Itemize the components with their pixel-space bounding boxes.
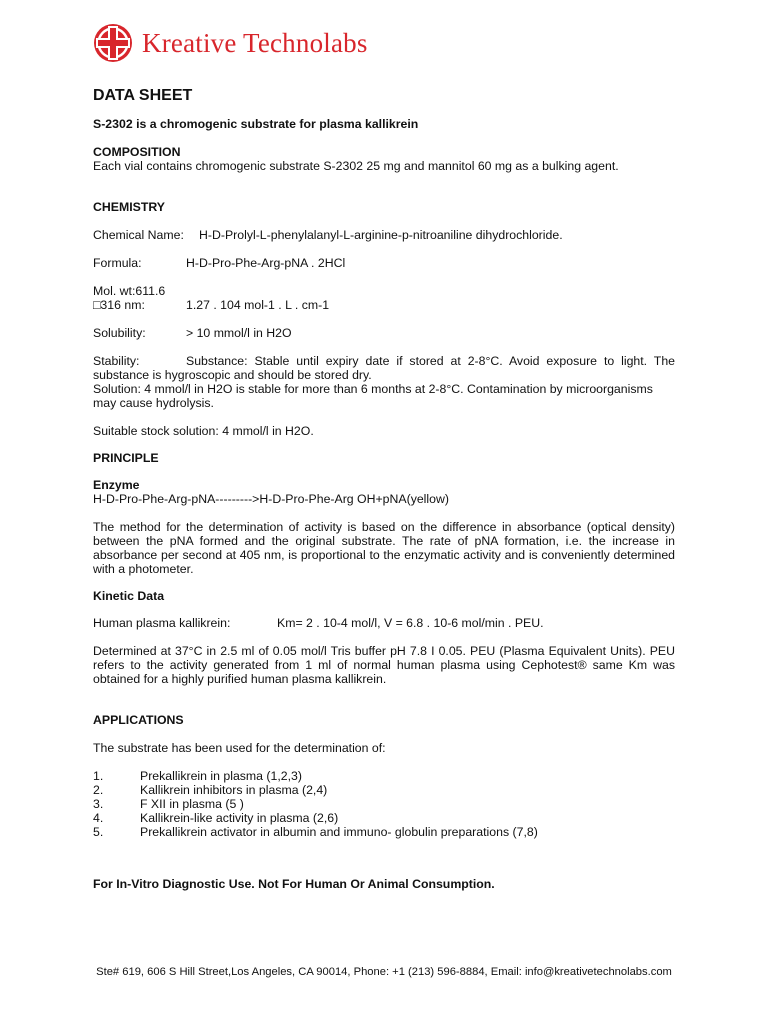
molecular-weight: Mol. wt:611.6 (93, 284, 166, 298)
reaction-equation: H-D-Pro-Phe-Arg-pNA--------->H-D-Pro-Phe-Arg OH+pNA(yellow) (93, 492, 449, 506)
list-item (93, 769, 675, 783)
solution-text: Solution: 4 mmol/l in H2O is stable for more than 6 months at 2-8°C. Contamination by microorganisms (93, 382, 653, 396)
chemical-name-row (93, 228, 675, 242)
company-header (92, 18, 368, 68)
list-item (93, 783, 675, 797)
composition-text: Each vial contains chromogenic substrate S-2302 25 mg and mannitol 60 mg as a bulking agent. (93, 159, 619, 173)
stock-solution: Suitable stock solution: 4 mmol/l in H2O. (93, 424, 314, 438)
chemistry-heading: CHEMISTRY (93, 200, 165, 214)
applications-heading: APPLICATIONS (93, 713, 184, 727)
list-item-text: F XII in plasma (5 ) (140, 797, 244, 811)
stability-text (93, 354, 675, 382)
kinetic-value: Km= 2 . 10-4 mol/l, V = 6.8 . 10-6 mol/min . PEU. (277, 616, 544, 630)
principle-paragraph: The method for the determination of activity is based on the difference in absorbance (optical density) between the pNA formed and the original substrate. The rate of pNA formation, i.e. the increase in absorbance per second at 405 nm, is proportional to the enzymatic activity and is conveniently determined with a photometer. (93, 520, 675, 576)
chemical-name-label: Chemical Name: (93, 228, 184, 242)
company-name: Kreative Technolabs (142, 27, 368, 58)
kinetic-data-heading: Kinetic Data (93, 589, 165, 603)
applications-intro: The substrate has been used for the determination of: (93, 741, 386, 755)
red-cross-logo-icon (92, 22, 134, 64)
list-item-text: Kallikrein inhibitors in plasma (2,4) (140, 783, 328, 797)
extinction-value: 1.27 . 104 mol-1 . L . cm-1 (186, 298, 330, 312)
formula-row (93, 256, 675, 270)
list-item-number: 1. (93, 769, 104, 783)
list-item (93, 797, 675, 811)
kinetic-label: Human plasma kallikrein: (93, 616, 231, 630)
extinction-row (93, 298, 675, 312)
page-title: DATA SHEET (93, 87, 193, 104)
list-item-text: Prekallikrein activator in albumin and immuno- globulin preparations (7,8) (140, 825, 538, 839)
stability-label: Stability: (93, 354, 140, 368)
solubility-label: Solubility: (93, 326, 146, 340)
disclaimer: For In-Vitro Diagnostic Use. Not For Human Or Animal Consumption. (93, 877, 495, 891)
list-item-number: 2. (93, 783, 104, 797)
document-subtitle: S-2302 is a chromogenic substrate for plasma kallikrein (93, 117, 419, 131)
list-item (93, 825, 675, 839)
list-item-number: 4. (93, 811, 104, 825)
enzyme-heading: Enzyme (93, 478, 140, 492)
applications-list (93, 769, 675, 839)
solution-text-2: may cause hydrolysis. (93, 396, 214, 410)
list-item-number: 3. (93, 797, 104, 811)
principle-heading: PRINCIPLE (93, 451, 159, 465)
document-body (93, 86, 675, 891)
formula-label: Formula: (93, 256, 142, 270)
list-item-number: 5. (93, 825, 104, 839)
kinetic-row (93, 616, 675, 630)
solubility-row (93, 326, 675, 340)
list-item-text: Kallikrein-like activity in plasma (2,6) (140, 811, 339, 825)
solubility-value: > 10 mmol/l in H2O (186, 326, 292, 340)
formula-value: H-D-Pro-Phe-Arg-pNA . 2HCl (186, 256, 346, 270)
extinction-label: □316 nm: (93, 298, 145, 312)
list-item-text: Prekallikrein in plasma (1,2,3) (140, 769, 302, 783)
stability-value: Substance: Stable until expiry date if stored at 2-8°C. Avoid exposure to light. The substance is hygroscopic and should be stored dry. (93, 354, 675, 382)
list-item (93, 811, 675, 825)
chemical-name-value: H-D-Prolyl-L-phenylalanyl-L-arginine-p-nitroaniline dihydrochloride. (199, 228, 563, 242)
kinetic-paragraph: Determined at 37°C in 2.5 ml of 0.05 mol/l Tris buffer pH 7.8 I 0.05. PEU (Plasma Equivalent Units). PEU refers to the activity generated from 1 ml of normal human plasma using Cephotest® same Km was obtained for a highly purified human plasma kallikrein. (93, 644, 675, 686)
footer-address: Ste# 619, 606 S Hill Street,Los Angeles, CA 90014, Phone: +1 (213) 596-8884, Email: info@kreativetechnolabs.com (96, 966, 672, 978)
composition-heading: COMPOSITION (93, 145, 181, 159)
